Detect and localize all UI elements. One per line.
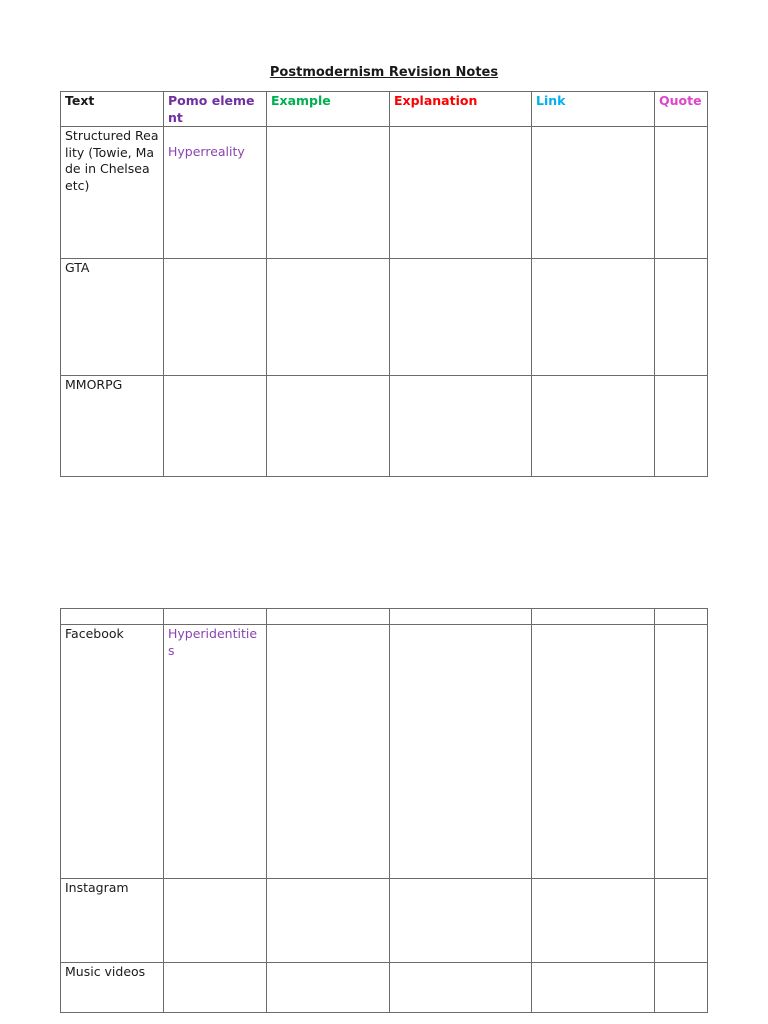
cell-link — [532, 259, 655, 376]
row-text: Facebook — [61, 625, 164, 879]
cell-quote — [655, 879, 708, 963]
cell-quote — [655, 259, 708, 376]
table-row — [61, 879, 708, 963]
header-text: Text — [61, 92, 164, 127]
cell-link — [532, 376, 655, 477]
row-pomo-element: Hyperidentities — [164, 625, 267, 879]
row-pomo-element — [164, 963, 267, 1013]
cell-explanation — [390, 376, 532, 477]
empty-cell — [267, 609, 390, 625]
page-title: Postmodernism Revision Notes — [269, 65, 499, 80]
empty-cell — [532, 609, 655, 625]
empty-cell — [61, 609, 164, 625]
cell-quote — [655, 127, 708, 259]
empty-header-row — [61, 609, 708, 625]
empty-cell — [655, 609, 708, 625]
revision-table-2 — [60, 608, 708, 1013]
cell-link — [532, 879, 655, 963]
header-row — [61, 92, 708, 127]
cell-example — [267, 376, 390, 477]
table-row — [61, 963, 708, 1013]
empty-cell — [390, 609, 532, 625]
empty-cell — [164, 609, 267, 625]
cell-link — [532, 625, 655, 879]
row-text: Structured Reality (Towie, Made in Chelsea etc) — [61, 127, 164, 259]
header-link: Link — [532, 92, 655, 127]
cell-link — [532, 127, 655, 259]
header-pomo-element: Pomo element — [164, 92, 267, 127]
revision-table-1 — [60, 91, 708, 477]
cell-quote — [655, 376, 708, 477]
header-quote: Quote — [655, 92, 708, 127]
cell-link — [532, 963, 655, 1013]
row-text: MMORPG — [61, 376, 164, 477]
cell-example — [267, 625, 390, 879]
cell-example — [267, 259, 390, 376]
cell-example — [267, 963, 390, 1013]
row-pomo-element — [164, 879, 267, 963]
row-text: GTA — [61, 259, 164, 376]
cell-explanation — [390, 625, 532, 879]
header-explanation: Explanation — [390, 92, 532, 127]
cell-explanation — [390, 259, 532, 376]
row-pomo-element — [164, 376, 267, 477]
cell-explanation — [390, 879, 532, 963]
cell-quote — [655, 625, 708, 879]
table-row — [61, 127, 708, 259]
cell-example — [267, 127, 390, 259]
table-row — [61, 625, 708, 879]
row-pomo-element — [164, 259, 267, 376]
table-row — [61, 376, 708, 477]
cell-example — [267, 879, 390, 963]
cell-quote — [655, 963, 708, 1013]
table-row — [61, 259, 708, 376]
cell-explanation — [390, 127, 532, 259]
header-example: Example — [267, 92, 390, 127]
cell-explanation — [390, 963, 532, 1013]
row-text: Music videos — [61, 963, 164, 1013]
row-pomo-element: Hyperreality — [164, 127, 267, 259]
row-text: Instagram — [61, 879, 164, 963]
